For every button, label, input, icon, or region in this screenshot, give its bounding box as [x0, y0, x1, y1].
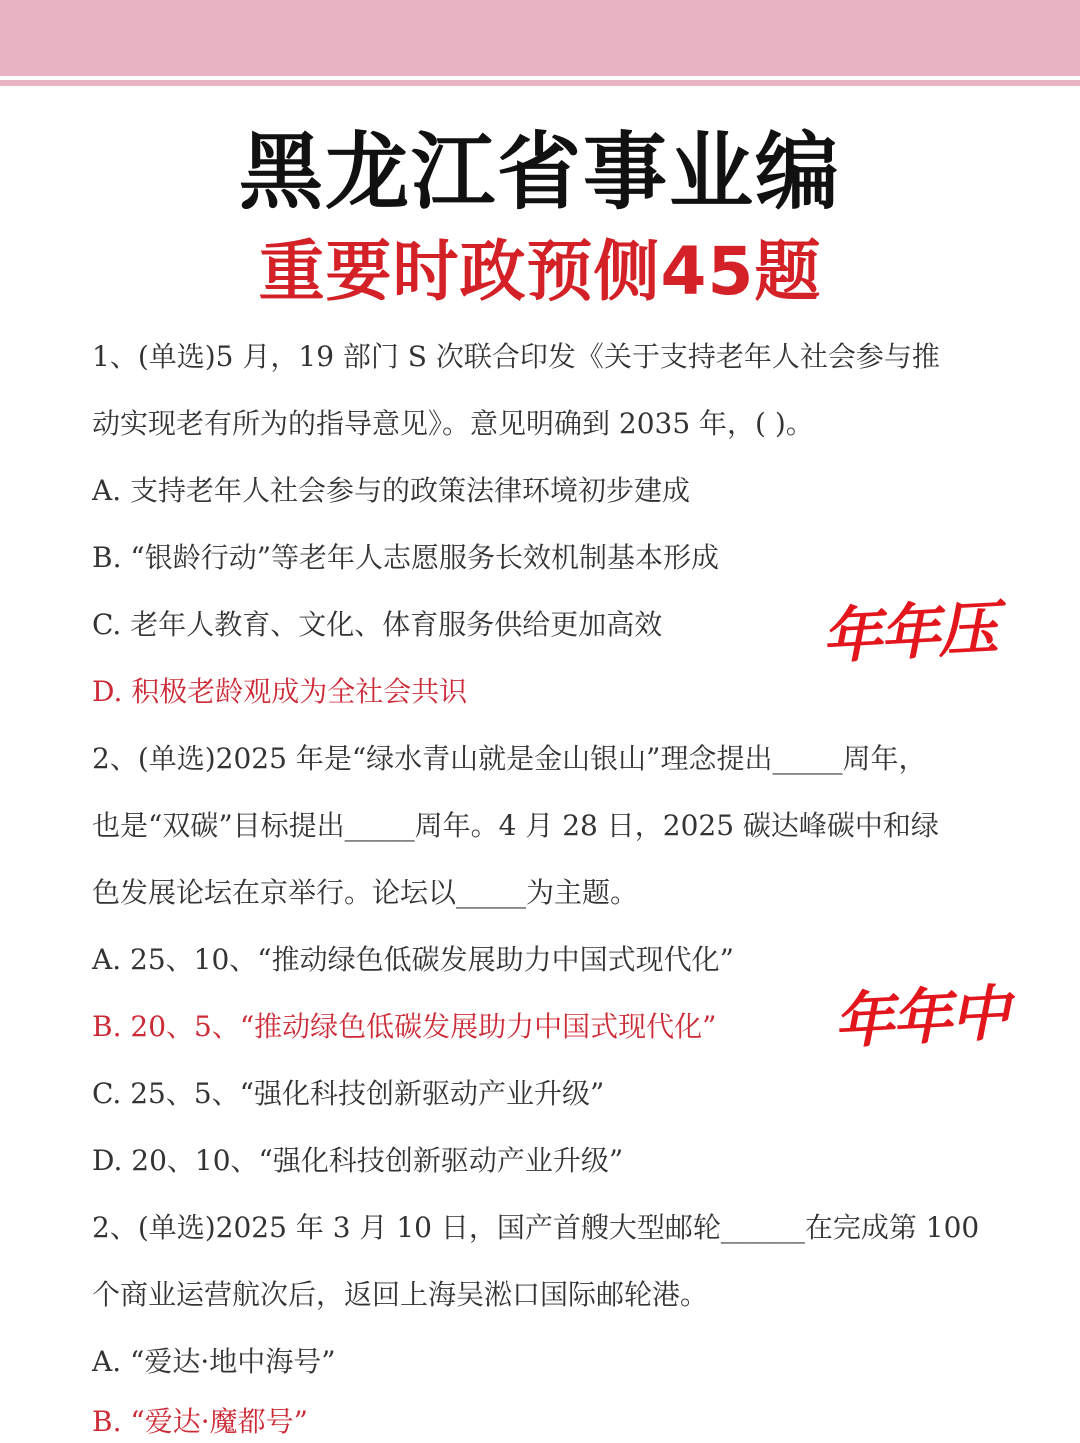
question-1-stem-line-2: 动实现老有所为的指导意见》。意见明确到 2035 年，( )。 — [92, 407, 814, 440]
page-subtitle: 重要时政预侧45题 — [258, 233, 822, 310]
top-pink-band — [0, 0, 1080, 76]
question-1-stamp: 年年压 — [820, 593, 998, 673]
question-2-stamp: 年年中 — [832, 978, 1010, 1058]
question-2-option-b-answer: B. 20、5、“推动绿色低碳发展助力中国式现代化” — [92, 1010, 717, 1043]
question-3-stem-line-2: 个商业运营航次后，返回上海吴淞口国际邮轮港。 — [92, 1278, 709, 1311]
page-title: 黑龙江省事业编 — [238, 123, 841, 221]
question-2-option-a: A. 25、10、“推动绿色低碳发展助力中国式现代化” — [92, 943, 734, 976]
question-1-option-a: A. 支持老年人社会参与的政策法律环境初步建成 — [92, 474, 691, 507]
question-1-option-c: C. 老年人教育、文化、体育服务供给更加高效 — [92, 608, 663, 641]
top-pink-rule — [0, 80, 1080, 86]
question-3-option-b-answer: B. “爱达·魔都号” — [92, 1405, 308, 1438]
question-2-stem-line-3: 色发展论坛在京举行。论坛以_____为主题。 — [92, 876, 639, 909]
question-2-option-c: C. 25、5、“强化科技创新驱动产业升级” — [92, 1077, 605, 1110]
question-2-option-d: D. 20、10、“强化科技创新驱动产业升级” — [92, 1144, 624, 1177]
question-2-stem-line-2: 也是“双碳”目标提出_____周年。4 月 28 日，2025 碳达峰碳中和绿 — [92, 809, 939, 842]
question-2-stem-line-1: 2、(单选)2025 年是“绿水青山就是金山银山”理念提出_____周年， — [92, 742, 927, 775]
question-3-stem-line-1: 2、(单选)2025 年 3 月 10 日，国产首艘大型邮轮______在完成第 100 — [92, 1211, 980, 1244]
question-1-option-b: B. “银龄行动”等老年人志愿服务长效机制基本形成 — [92, 541, 720, 574]
question-3-option-a: A. “爱达·地中海号” — [92, 1345, 336, 1378]
question-1-stem-line-1: 1、(单选)5 月，19 部门 S 次联合印发《关于支持老年人社会参与推 — [92, 340, 940, 373]
question-1-option-d-answer: D. 积极老龄观成为全社会共识 — [92, 675, 468, 708]
